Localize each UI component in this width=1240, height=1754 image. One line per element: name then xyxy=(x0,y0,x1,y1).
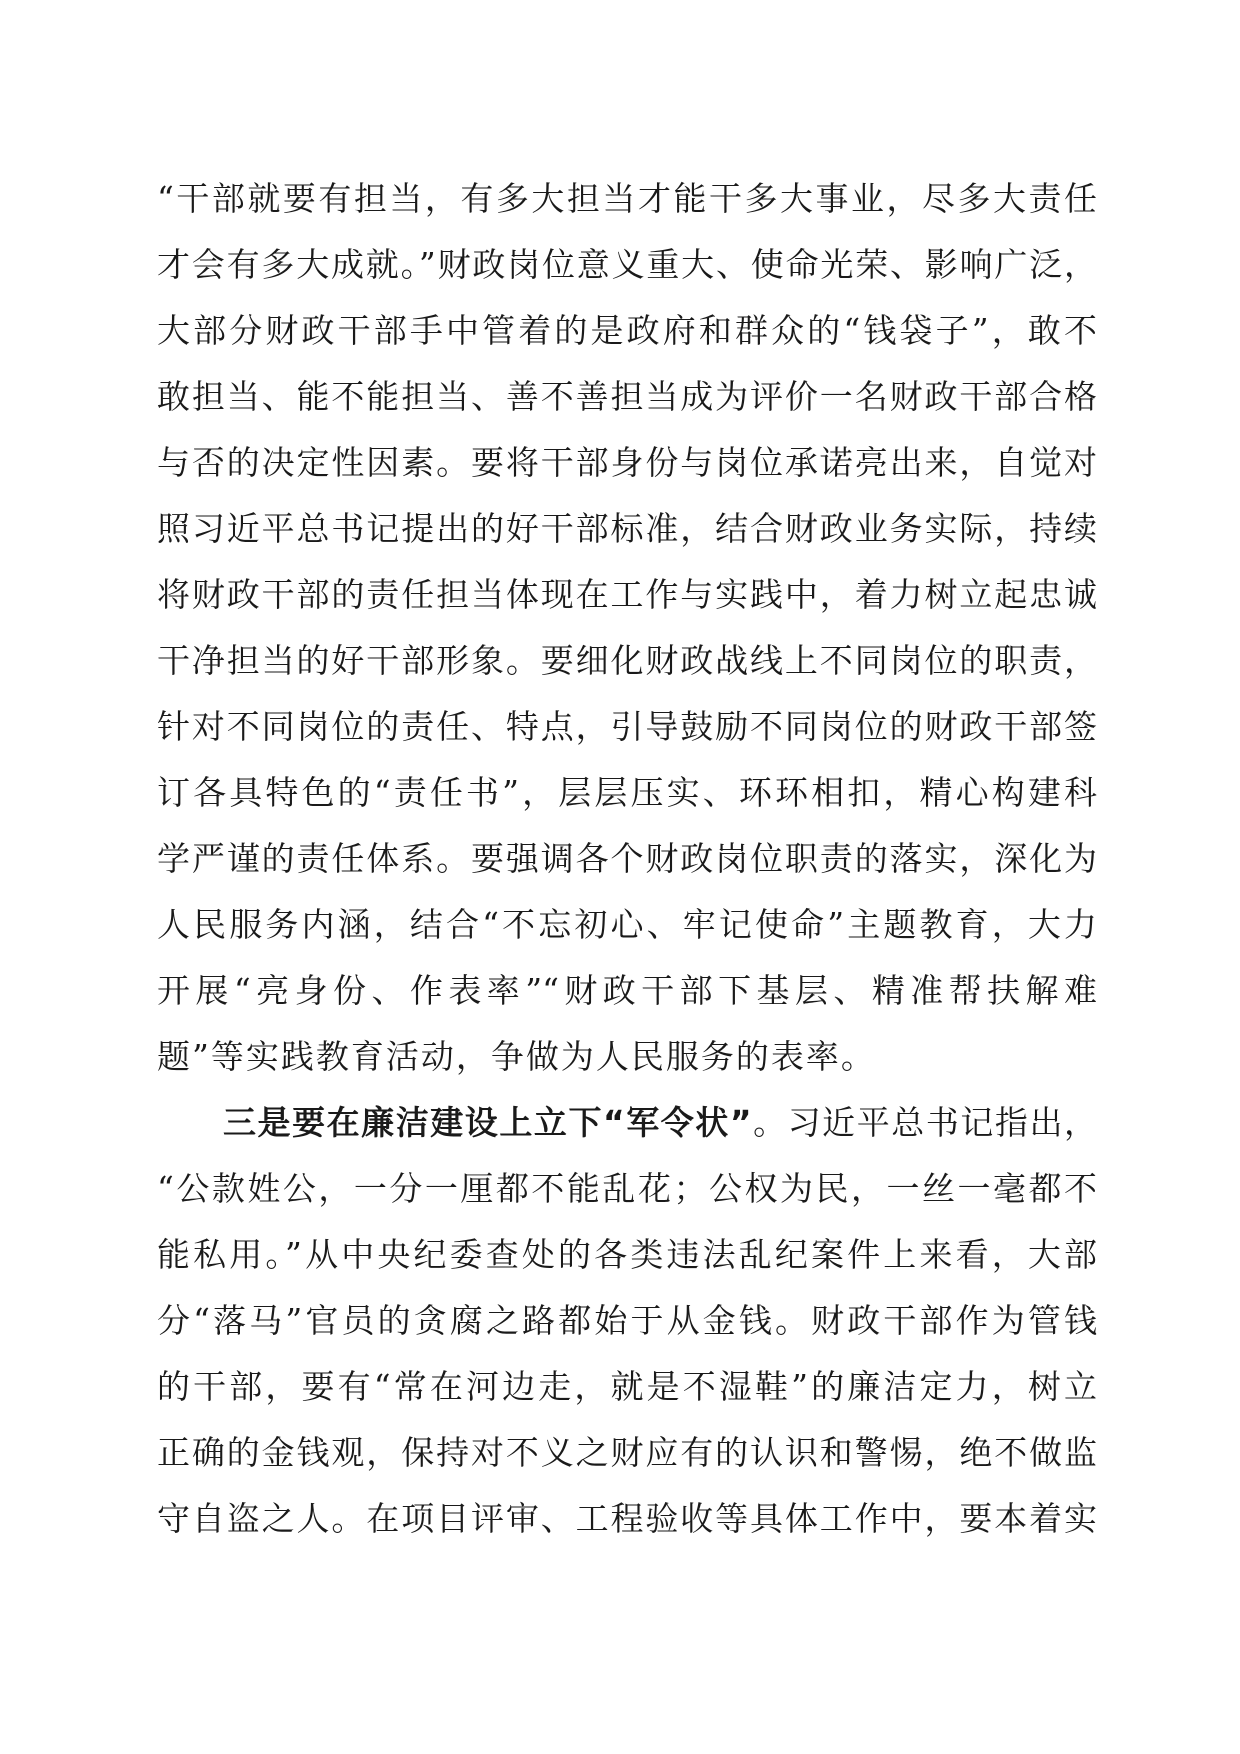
text-line: 针对不同岗位的责任、特点，引导鼓励不同岗位的财政干部签 xyxy=(157,707,1097,746)
text-line: 将财政干部的责任担当体现在工作与实践中，着力树立起忠诚 xyxy=(157,575,1097,614)
paragraph-first-line xyxy=(157,1090,1097,1156)
text-line: 干净担当的好干部形象。要细化财政战线上不同岗位的职责， xyxy=(157,641,1097,680)
text-line: 敢担当、能不能担当、善不善担当成为评价一名财政干部合格 xyxy=(157,377,1097,416)
text-line: 照习近平总书记提出的好干部标准，结合财政业务实际，持续 xyxy=(157,509,1097,548)
heading-continuation: 。习近平总书记指出， xyxy=(751,1103,1097,1142)
text-line: 分“落马”官员的贪腐之路都始于从金钱。财政干部作为管钱 xyxy=(157,1301,1097,1340)
text-line: 题”等实践教育活动，争做为人民服务的表率。 xyxy=(157,1037,876,1076)
text-line: 大部分财政干部手中管着的是政府和群众的“钱袋子”，敢不 xyxy=(157,311,1097,350)
text-line: “公款姓公，一分一厘都不能乱花；公权为民，一丝一毫都不 xyxy=(157,1169,1097,1208)
text-line: 人民服务内涵，结合“不忘初心、牢记使命”主题教育，大力 xyxy=(157,905,1097,944)
text-line: 守自盗之人。在项目评审、工程验收等具体工作中，要本着实 xyxy=(157,1499,1097,1538)
text-line: 能私用。”从中央纪委查处的各类违法乱纪案件上来看，大部 xyxy=(157,1235,1097,1274)
section-heading: 三是要在廉洁建设上立下“军令状” xyxy=(223,1103,752,1142)
text-line: 开展“亮身份、作表率”“财政干部下基层、精准帮扶解难 xyxy=(157,971,1097,1010)
text-line: 的干部，要有“常在河边走，就是不湿鞋”的廉洁定力，树立 xyxy=(157,1367,1097,1406)
text-line: 正确的金钱观，保持对不义之财应有的认识和警惕，绝不做监 xyxy=(157,1433,1097,1472)
text-line: 才会有多大成就。”财政岗位意义重大、使命光荣、影响广泛， xyxy=(157,245,1097,284)
text-line: 学严谨的责任体系。要强调各个财政岗位职责的落实，深化为 xyxy=(157,839,1097,878)
body-text xyxy=(157,166,1097,1552)
text-line: 与否的决定性因素。要将干部身份与岗位承诺亮出来，自觉对 xyxy=(157,443,1097,482)
text-line: 订各具特色的“责任书”，层层压实、环环相扣，精心构建科 xyxy=(157,773,1097,812)
text-line: “干部就要有担当，有多大担当才能干多大事业，尽多大责任 xyxy=(157,179,1097,218)
